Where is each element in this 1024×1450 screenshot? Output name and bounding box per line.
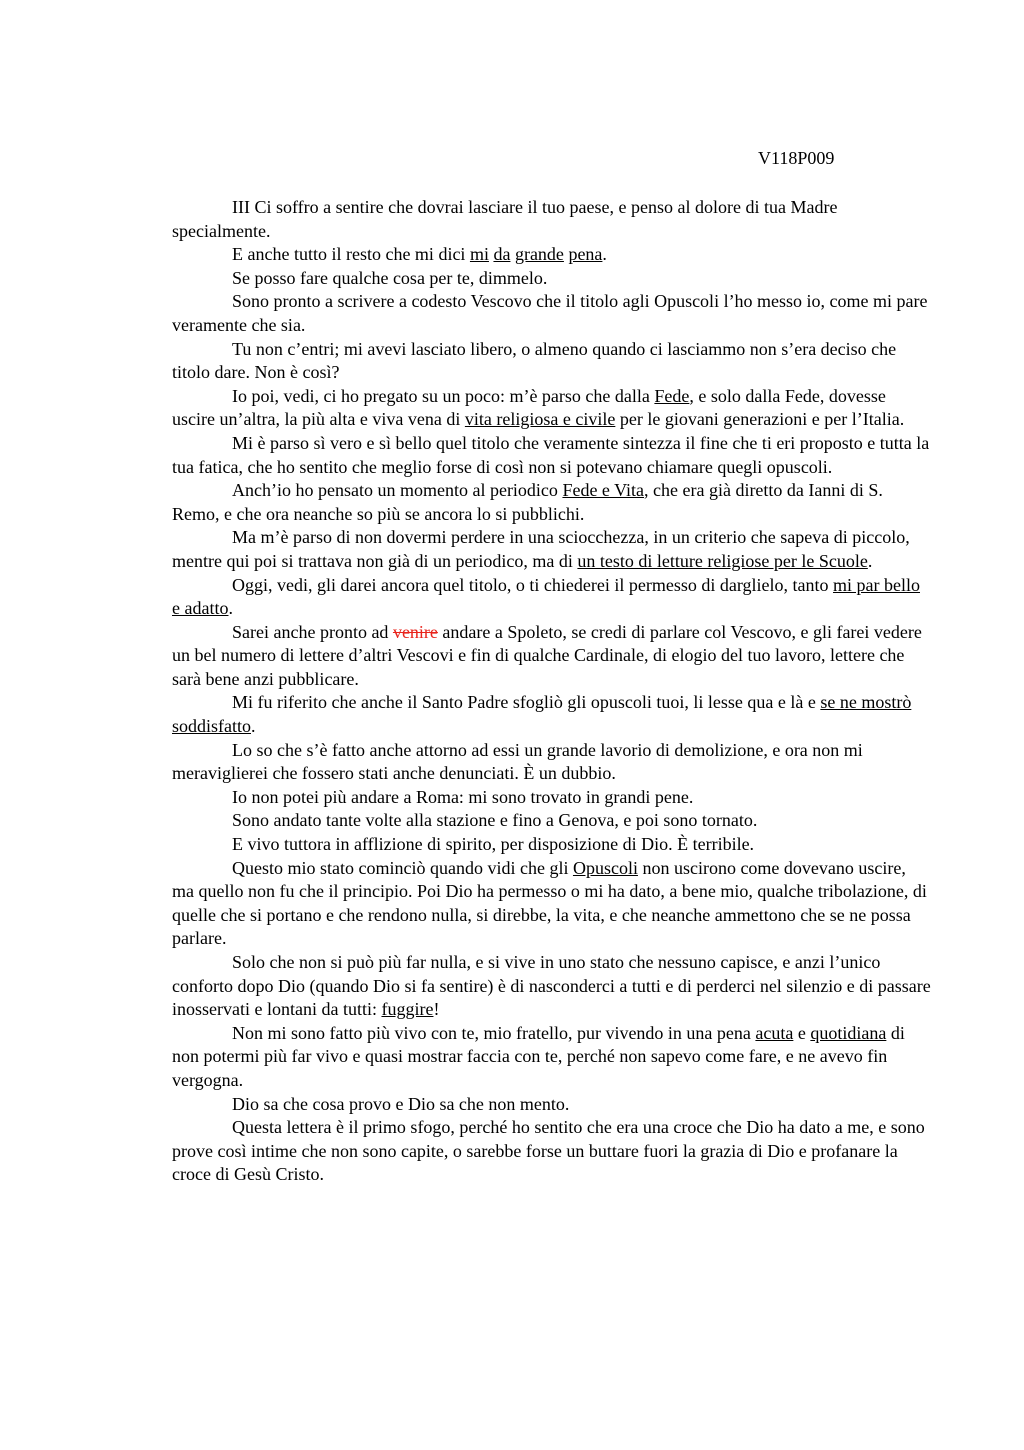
text-segment: . [251,716,256,737]
text-segment: Mi è parso sì vero e sì bello quel titolo che veramente sintezza il fine che ti eri proposto e tutta la tua fatica, che ho sentito che meglio forse di così non si potevano chiamare quegli opuscoli. [172,432,930,477]
letter-paragraph [172,290,932,337]
underlined-text: pena [568,244,603,265]
text-segment: . [602,244,607,265]
text-segment: ! [433,999,440,1020]
letter-paragraph [172,691,932,738]
underlined-text: fuggire [381,999,434,1020]
text-segment: Sono andato tante volte alla stazione e fino a Genova, e poi sono tornato. [232,810,758,831]
text-segment: . [228,598,233,619]
underlined-text: mi par bello e adatto [172,574,920,619]
letter-paragraph [172,1022,932,1093]
underlined-text: grande [514,244,564,265]
letter-paragraph [172,243,932,267]
underlined-text: Fede e Vita [562,480,644,501]
text-segment: Lo so che s’è fatto anche attorno ad essi un grande lavorio di demolizione, e ora non mi meraviglierei che fossero stati anche denunciati. È un dubbio. [172,739,863,784]
letter-paragraph [172,479,932,526]
underlined-text: Opuscoli [572,857,638,878]
text-segment: , e solo dalla Fede, dovesse uscire un’altra, la più alta e viva vena di [172,385,886,430]
letter-paragraph [172,267,932,291]
text-segment: , che era già diretto da Ianni di S. Remo, e che ora neanche so più se ancora lo si pubblichi. [172,480,883,524]
underlined-text: Fede [654,385,690,406]
letter-paragraph [172,432,932,479]
letter-paragraph [172,1116,932,1187]
text-segment: Io non potei più andare a Roma: mi sono trovato in grandi pene. [232,786,694,807]
text-segment: e [793,1022,811,1043]
letter-paragraph [172,196,932,243]
text-segment: andare a Spoleto, se credi di parlare col Vescovo, e gli farei vedere un bel numero di lettere d’altri Vescovi e fin di qualche Cardinale, di elogio del tuo lavoro, lettere che sarà bene anzi pubblicare. [172,621,922,689]
underlined-text: mi [469,244,489,265]
letter-paragraph [172,833,932,857]
underlined-text: se ne mostrò soddisfatto [172,692,912,737]
page-id: V118P009 [758,148,835,168]
text-segment: Tu non c’entri; mi avevi lasciato libero, o almeno quando ci lasciammo non s’era deciso che titolo dare. Non è così? [172,338,897,383]
letter-paragraph [172,338,932,385]
letter-paragraph [172,951,932,1022]
text-segment: di non potermi più far vivo e quasi mostrar faccia con te, perché non sapevo come fare, e ne avevo fin vergogna. [172,1022,905,1090]
text-segment: Se posso fare qualche cosa per te, dimmelo. [232,267,548,288]
underlined-text: vita religiosa e civile [464,409,616,430]
letter-paragraph [172,739,932,786]
struck-out-text: venire [392,621,438,642]
underlined-text: acuta [755,1022,794,1043]
underlined-text: da [493,244,511,265]
letter-paragraph [172,1093,932,1117]
text-segment: Anch’io ho pensato un momento al periodico [232,480,563,501]
text-segment: Ma m’è parso di non dovermi perdere in una sciocchezza, in un criterio che sapeva di piccolo, mentre qui poi si trattava non già di un periodico, ma di [172,527,910,571]
text-segment: . [867,550,873,571]
text-segment: non uscirono come dovevano uscire, ma quello non fu che il principio. Poi Dio ha permesso o mi ha dato, a bene mio, qualche tribolazione, di quelle che si portano e che rendono nulla, si direbbe, la vita, e che neanche ammettono che se ne possa parlare. [172,857,927,949]
text-segment: Questo mio stato cominciò quando vidi che gli [232,857,573,878]
text-segment: per le giovani generazioni e per l’Italia. [615,409,905,430]
text-segment: Dio sa che cosa provo e Dio sa che non mento. [232,1093,570,1114]
underlined-text: un testo di letture religiose per le Scuole [577,550,868,571]
text-segment: III Ci soffro a sentire che dovrai lasciare il tuo paese, e penso al dolore di tua Madre specialmente. [172,197,838,241]
letter-body [172,196,932,1187]
text-segment: Io poi, vedi, ci ho pregato su un poco: m’è parso che dalla [232,385,655,406]
letter-paragraph [172,385,932,432]
text-segment: Solo che non si può più far nulla, e si vive in uno stato che nessuno capisce, e anzi l’unico conforto dopo Dio (quando Dio si fa sentire) è di nasconderci a tutti e di perderci nel silenzio e di passare inosservati e lontani da tutti: [172,952,931,1020]
text-segment: Sarei anche pronto ad [232,621,393,642]
text-segment: Questa lettera è il primo sfogo, perché ho sentito che era una croce che Dio ha dato a me, e sono prove così intime che non sono capite, o sarebbe forse un buttare fuori la grazia di Dio e profanare la croce di Gesù Cristo. [172,1117,925,1185]
letter-paragraph [172,621,932,692]
underlined-text: quotidiana [810,1022,887,1043]
text-segment: E anche tutto il resto che mi dici [232,244,470,265]
text-segment: E vivo tuttora in afflizione di spirito, per disposizione di Dio. È terribile. [232,834,755,855]
text-segment: Oggi, vedi, gli darei ancora quel titolo, o ti chiederei il permesso di darglielo, tanto [232,574,834,595]
letter-paragraph [172,526,932,573]
letter-paragraph [172,857,932,951]
text-segment: Mi fu riferito che anche il Santo Padre sfogliò gli opuscoli tuoi, li lesse qua e là e [232,692,821,713]
letter-paragraph [172,809,932,833]
text-segment: Sono pronto a scrivere a codesto Vescovo che il titolo agli Opuscoli l’ho messo io, come mi pare veramente che sia. [172,291,928,335]
text-segment: Non mi sono fatto più vivo con te, mio fratello, pur vivendo in una pena [232,1022,756,1043]
letter-paragraph [172,574,932,621]
letter-paragraph [172,786,932,810]
